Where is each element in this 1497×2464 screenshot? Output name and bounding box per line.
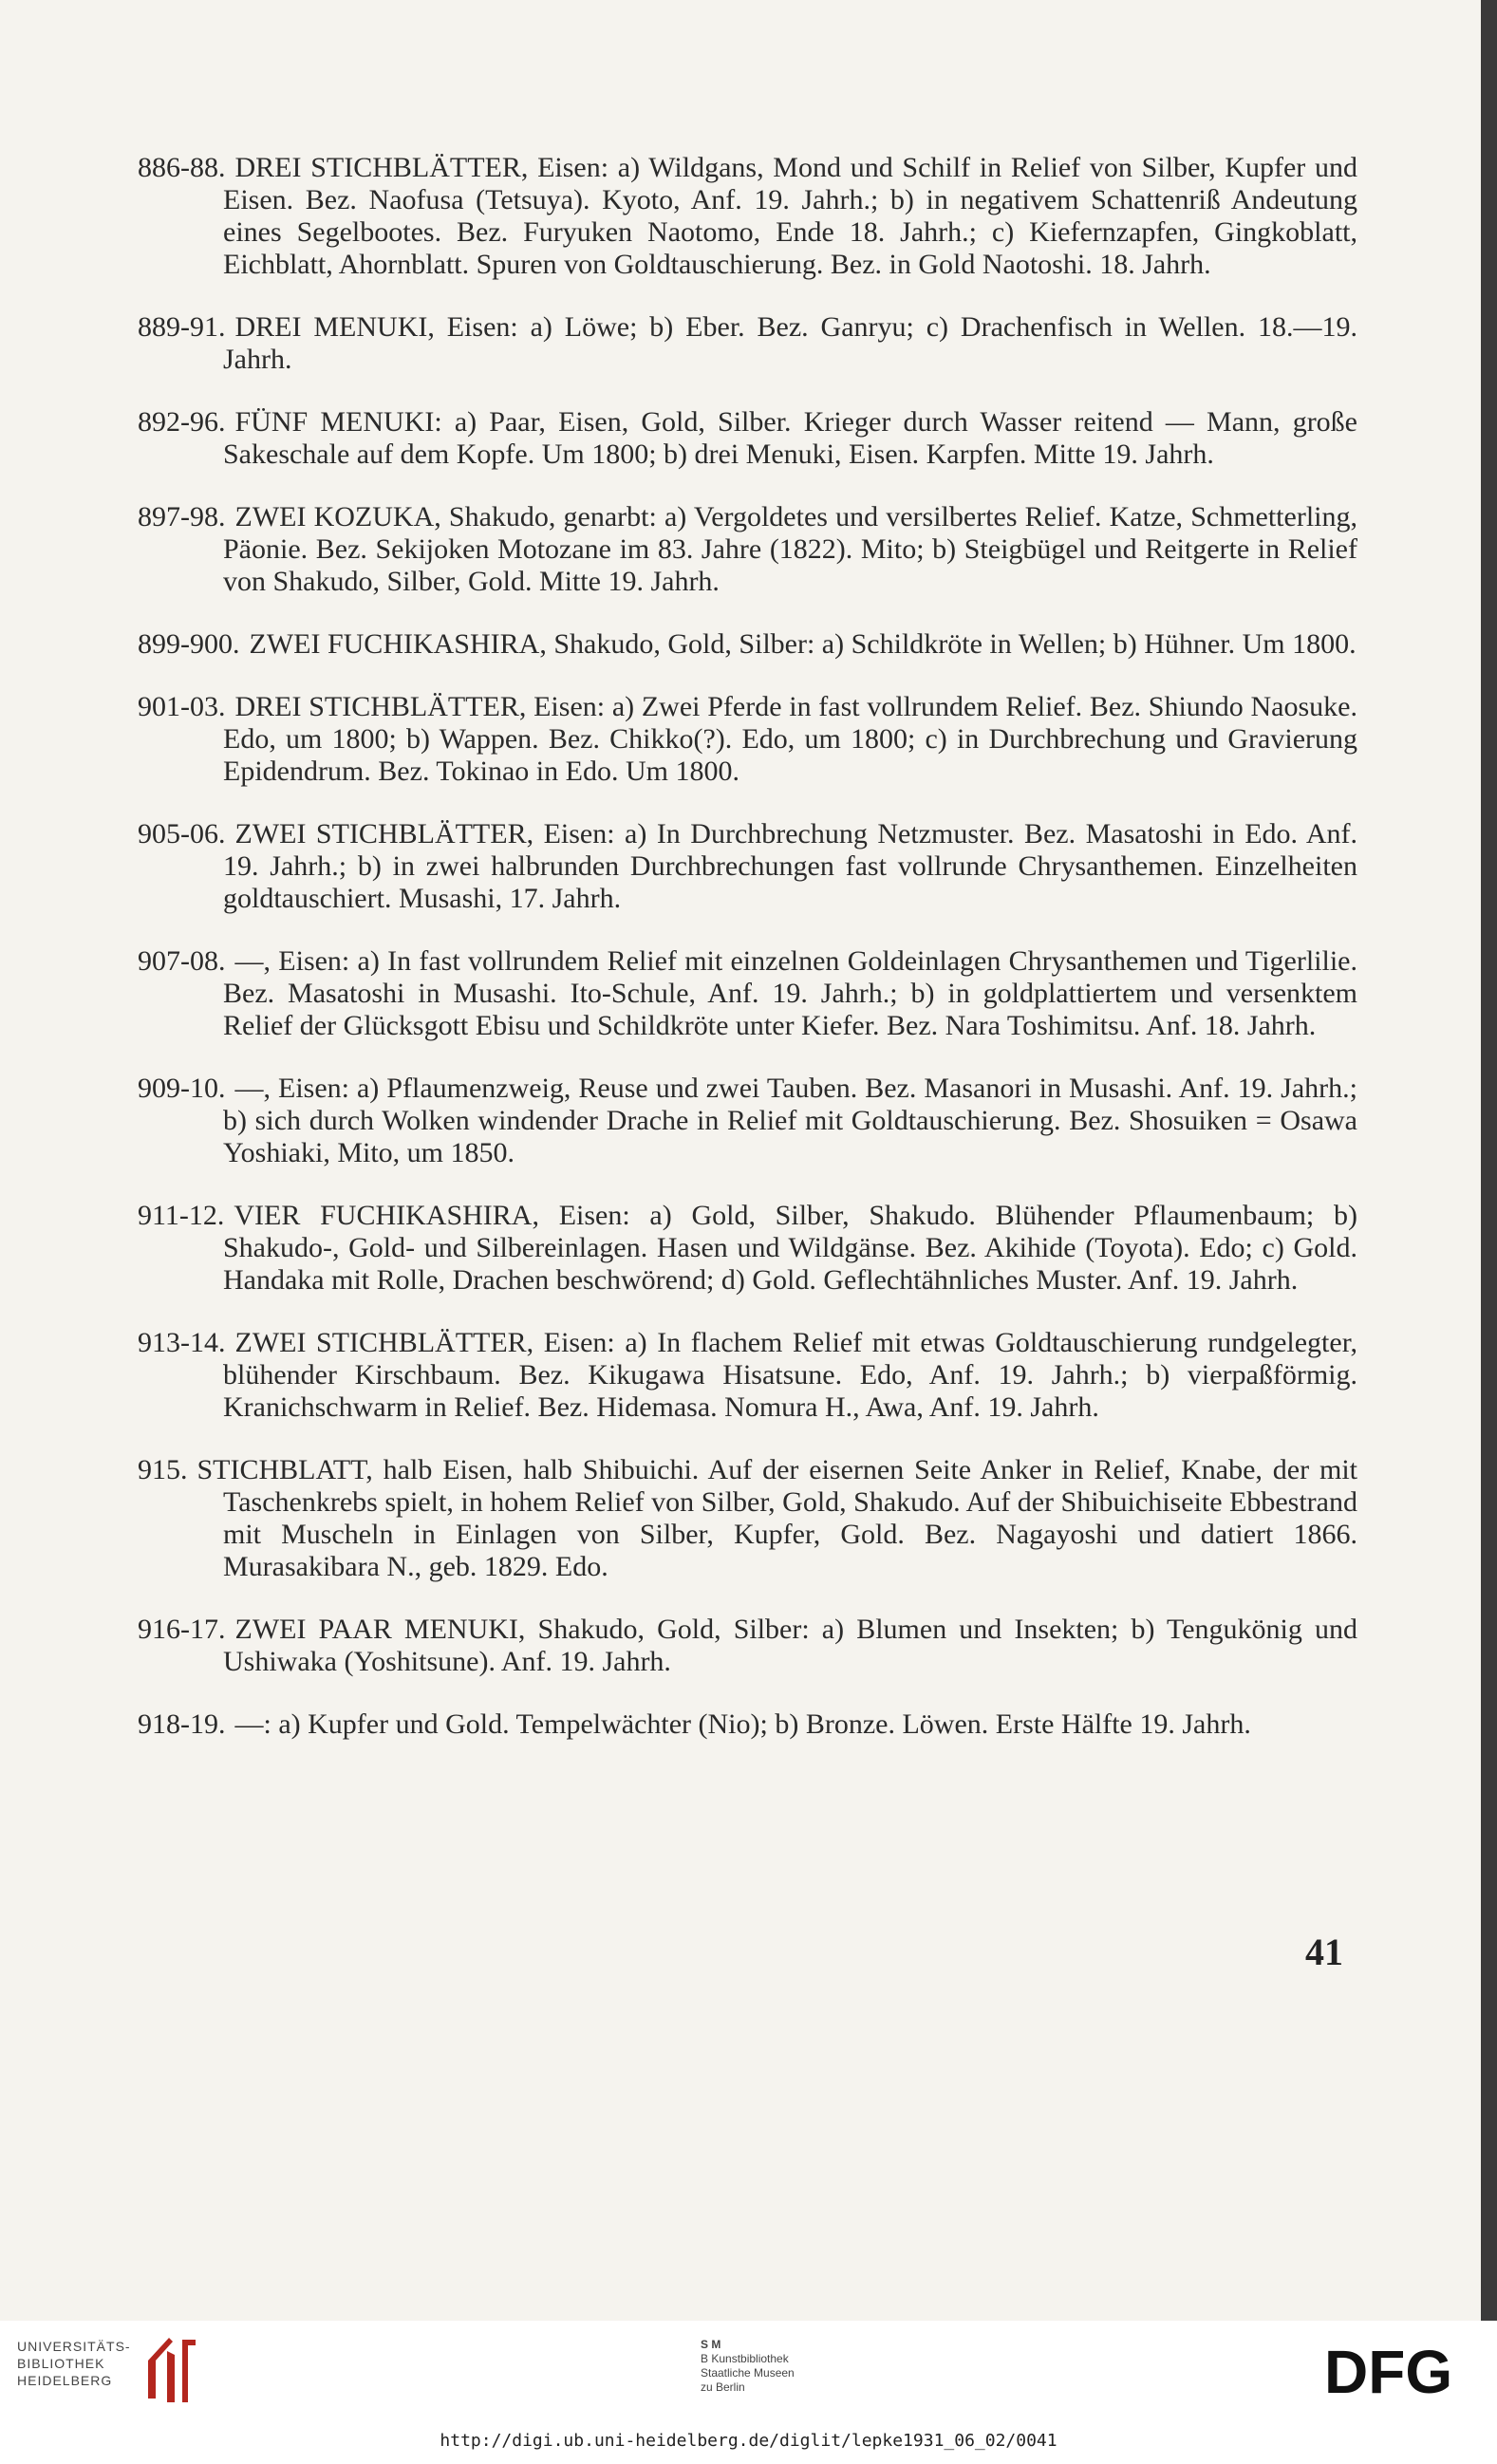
- entry-text: ZWEI STICHBLÄTTER, Eisen: a) In Durchbrechung Netzmuster. Bez. Masatoshi in Edo. Anf. 19. Jahrh.; b) in zwei halbrunden Durchbrechungen fast vollrunde Chrysanthemen. Einzelheiten goldtauschiert. Musashi, 17. Jahrh.: [223, 818, 1357, 914]
- catalog-text: [138, 152, 1357, 1771]
- university-library-label: [17, 2338, 131, 2389]
- entry-number: 915.: [138, 1454, 188, 1485]
- source-url-link[interactable]: http://digi.ub.uni-heidelberg.de/diglit/lepke1931_06_02/0041: [440, 2431, 1057, 2451]
- dfg-logo-icon: [1324, 2342, 1476, 2400]
- entry-text: —, Eisen: a) Pflaumenzweig, Reuse und zwei Tauben. Bez. Masanori in Musashi. Anf. 19. Jahrh.; b) sich durch Wolken windender Drache in Relief mit Goldtauschierung. Bez. Shosuiken = Osawa Yoshiaki, Mito, um 1850.: [223, 1073, 1357, 1168]
- museum-line: zu Berlin: [701, 2380, 745, 2394]
- catalog-entry: [138, 311, 1357, 376]
- university-line: BIBLIOTHEK: [17, 2356, 105, 2371]
- entry-text: DREI STICHBLÄTTER, Eisen: a) Zwei Pferde in fast vollrundem Relief. Bez. Shiundo Naosuke. Edo, um 1800; b) Wappen. Bez. Chikko(?). Edo, um 1800; c) in Durchbrechung und Gravierung Epidendrum. Bez. Tokinao in Edo. Um 1800.: [223, 691, 1357, 787]
- entry-text: STICHBLATT, halb Eisen, halb Shibuichi. Auf der eisernen Seite Anker in Relief, Knabe, der mit Taschenkrebs spielt, in hohem Relief von Silber, Gold, Shakudo. Auf der Shibuichiseite Ebbestrand mit Muscheln in Einlagen von Silber, Kupfer, Gold. Bez. Nagayoshi und datiert 1866. Murasakibara N., geb. 1829. Edo.: [196, 1454, 1357, 1582]
- university-logo-icon: [140, 2332, 203, 2408]
- catalog-entry: [138, 628, 1357, 661]
- entry-number: 905-06.: [138, 818, 226, 849]
- dfg-text: DFG: [1324, 2342, 1453, 2400]
- entry-text: ZWEI FUCHIKASHIRA, Shakudo, Gold, Silber: a) Schildkröte in Wellen; b) Hühner. Um 1800.: [249, 628, 1357, 660]
- entry-number: 897-98.: [138, 501, 226, 532]
- entry-text: VIER FUCHIKASHIRA, Eisen: a) Gold, Silber, Shakudo. Blühender Pflaumenbaum; b) Shakudo-, Gold- und Silbereinlagen. Hasen und Wildgänse. Bez. Akihide (Toyota). Edo; c) Gold. Handaka mit Rolle, Drachen beschwörend; d) Gold. Geflechtähnliches Muster. Anf. 19. Jahrh.: [223, 1200, 1357, 1296]
- entry-number: 918-19.: [138, 1708, 226, 1740]
- entry-number: 892-96.: [138, 406, 226, 438]
- catalog-entry: [138, 1614, 1357, 1678]
- museum-label: [701, 2338, 795, 2395]
- catalog-entry: [138, 501, 1357, 598]
- page-number: 41: [1305, 1931, 1343, 1973]
- catalog-entry: [138, 1327, 1357, 1424]
- catalog-entry: [138, 1073, 1357, 1169]
- catalog-entry: [138, 152, 1357, 281]
- university-line: HEIDELBERG: [17, 2373, 113, 2388]
- catalog-entry: [138, 818, 1357, 915]
- entry-number: 916-17.: [138, 1614, 226, 1645]
- entry-number: 901-03.: [138, 691, 226, 722]
- entry-text: —: a) Kupfer und Gold. Tempelwächter (Nio); b) Bronze. Löwen. Erste Hälfte 19. Jahrh.: [234, 1708, 1251, 1740]
- entry-text: ZWEI KOZUKA, Shakudo, genarbt: a) Vergoldetes und versilbertes Relief. Katze, Schmetterling, Päonie. Bez. Sekijoken Motozane im 83. Jahre (1822). Mito; b) Steigbügel und Reitgerte in Relief von Shakudo, Silber, Gold. Mitte 19. Jahrh.: [223, 501, 1357, 597]
- entry-number: 907-08.: [138, 945, 226, 977]
- entry-text: —, Eisen: a) In fast vollrundem Relief mit einzelnen Goldeinlagen Chrysanthemen und Tigerlilie. Bez. Masatoshi in Musashi. Ito-Schule, Anf. 19. Jahrh.; b) in goldplattiertem und versenktem Relief der Glücksgott Ebisu und Schildkröte unter Kiefer. Bez. Nara Toshimitsu. Anf. 18. Jahrh.: [223, 945, 1357, 1041]
- entry-text: ZWEI STICHBLÄTTER, Eisen: a) In flachem Relief mit etwas Goldtauschierung rundgelegter, blühender Kirschbaum. Bez. Kikugawa Hisatsune. Edo, Anf. 19. Jahrh.; b) vierpaßförmig. Kranichschwarm in Relief. Bez. Hidemasa. Nomura H., Awa, Anf. 19. Jahrh.: [223, 1327, 1357, 1423]
- university-line: UNIVERSITÄTS-: [17, 2339, 131, 2354]
- catalog-entry: [138, 1708, 1357, 1741]
- entry-text: DREI MENUKI, Eisen: a) Löwe; b) Eber. Bez. Ganryu; c) Drachenfisch in Wellen. 18.—19. Jahrh.: [223, 311, 1357, 375]
- catalog-entry: [138, 406, 1357, 471]
- entry-number: 913-14.: [138, 1327, 226, 1358]
- entry-text: ZWEI PAAR MENUKI, Shakudo, Gold, Silber: a) Blumen und Insekten; b) Tengukönig und Ushiwaka (Yoshitsune). Anf. 19. Jahrh.: [223, 1614, 1357, 1677]
- catalog-entry: [138, 945, 1357, 1042]
- entry-number: 911-12.: [138, 1200, 225, 1231]
- catalog-entry: [138, 691, 1357, 788]
- entry-number: 886-88.: [138, 152, 226, 183]
- footer: [0, 2321, 1497, 2464]
- entry-text: FÜNF MENUKI: a) Paar, Eisen, Gold, Silber. Krieger durch Wasser reitend — Mann, große Sakeschale auf dem Kopfe. Um 1800; b) drei Menuki, Eisen. Karpfen. Mitte 19. Jahrh.: [223, 406, 1357, 470]
- entry-number: 909-10.: [138, 1073, 226, 1104]
- museum-line: B Kunstbibliothek: [701, 2352, 789, 2365]
- catalog-entry: [138, 1200, 1357, 1297]
- entry-number: 889-91.: [138, 311, 226, 343]
- museum-line: Staatliche Museen: [701, 2366, 795, 2380]
- catalog-entry: [138, 1454, 1357, 1583]
- entry-text: DREI STICHBLÄTTER, Eisen: a) Wildgans, Mond und Schilf in Relief von Silber, Kupfer und Eisen. Bez. Naofusa (Tetsuya). Kyoto, Anf. 19. Jahrh.; b) in negativem Schattenriß Andeutung eines Segelbootes. Bez. Furyuken Naotomo, Ende 18. Jahrh.; c) Kiefernzapfen, Gingkoblatt, Eichblatt, Ahornblatt. Spuren von Goldtauschierung. Bez. in Gold Naotoshi. 18. Jahrh.: [223, 152, 1357, 280]
- scan-edge: [1481, 0, 1497, 2321]
- entry-number: 899-900.: [138, 628, 240, 660]
- sm-mark: S M: [701, 2338, 721, 2351]
